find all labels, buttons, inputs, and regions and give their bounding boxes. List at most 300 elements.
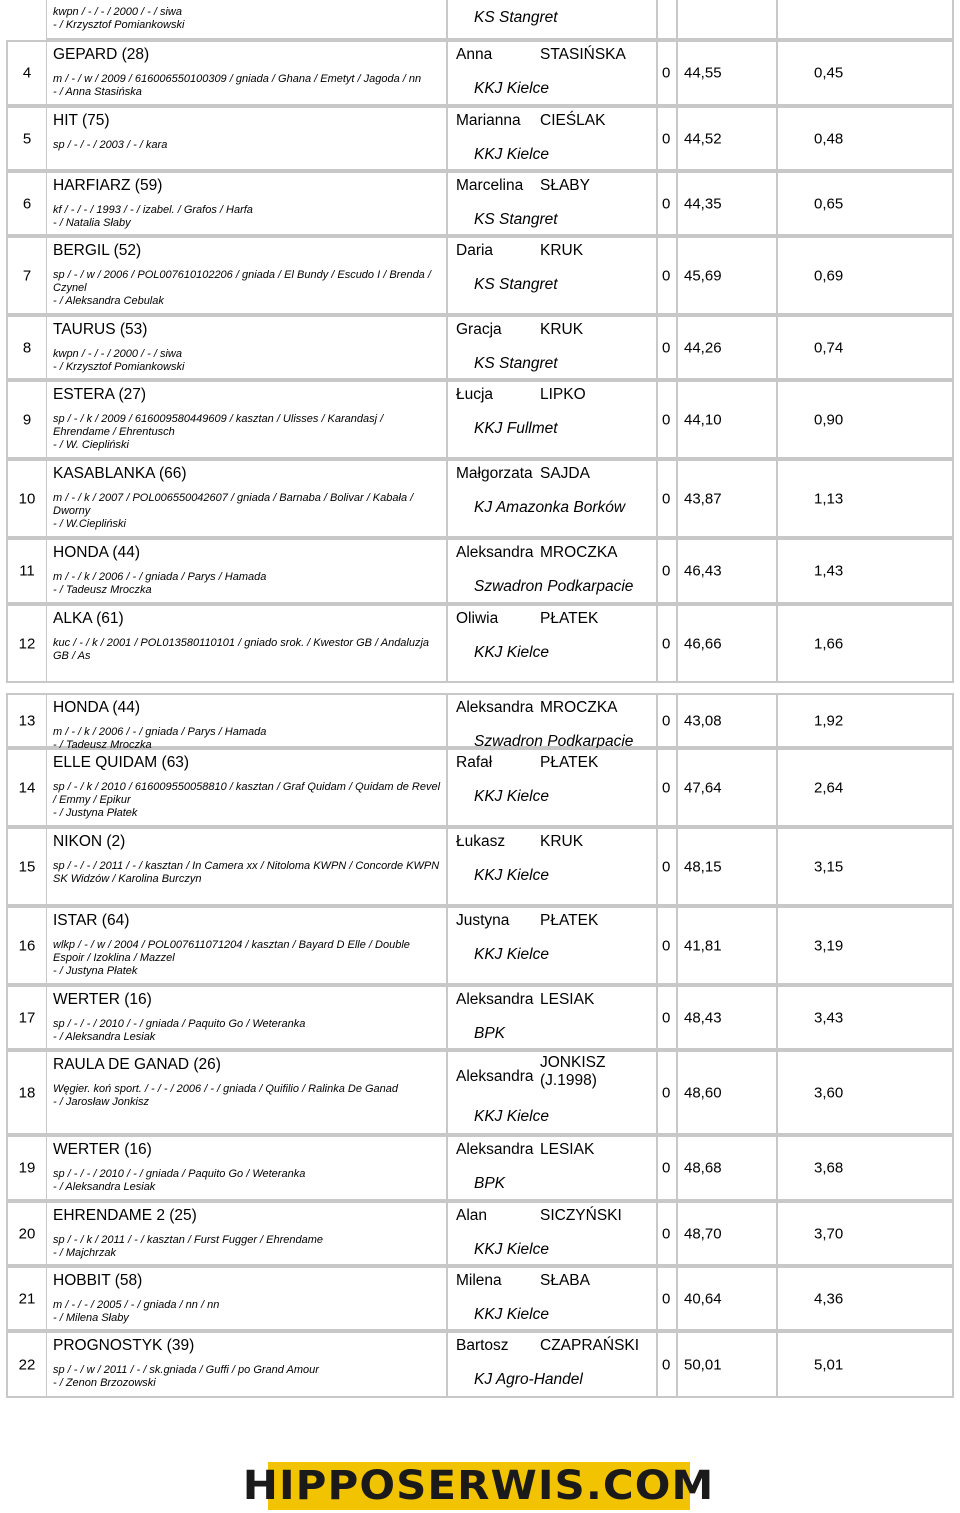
- rider-last-name: MROCZKA: [540, 699, 618, 716]
- place-number: 20: [18, 1225, 36, 1242]
- time-cell: [678, 1135, 778, 1201]
- time-value: 46,66: [684, 635, 722, 652]
- penalty-cell: [658, 538, 678, 604]
- rider-first-name: Oliwia: [456, 610, 499, 627]
- time-penalty-value: 1,92: [814, 712, 844, 729]
- time-penalty-value: 5,01: [814, 1356, 844, 1373]
- points-cell: [778, 827, 954, 906]
- horse-name: BERGIL (52): [53, 242, 142, 259]
- table-row: [0, 748, 960, 827]
- table-row: [0, 906, 960, 985]
- horse-name: ESTERA (27): [53, 386, 147, 403]
- horse-info: Węgier. koń sport. / - / - / 2006 / - / gniada / Quifilio / Ralinka De Ganad: [53, 1083, 399, 1095]
- rider-first-name: Aleksandra: [456, 699, 534, 716]
- penalty-cell: [658, 380, 678, 459]
- rider-first-name: Anna: [456, 46, 493, 63]
- time-cell: [678, 0, 778, 40]
- continuation-row: [0, 0, 960, 40]
- rider-last-name: SŁABY: [540, 177, 590, 194]
- penalty-value: 0: [662, 779, 671, 796]
- club-name: KKJ Fullmet: [474, 420, 558, 437]
- rider-first-name: Łucja: [456, 386, 494, 403]
- penalty-value: 0: [662, 1290, 671, 1307]
- rider-first-name: Łukasz: [456, 833, 506, 850]
- club-name: KKJ Kielce: [474, 1306, 549, 1323]
- time-penalty-value: 3,70: [814, 1225, 844, 1242]
- horse-name: ELLE QUIDAM (63): [53, 754, 190, 771]
- place-number: 8: [22, 339, 32, 356]
- penalty-value: 0: [662, 1225, 671, 1242]
- rider-cell: [448, 1135, 658, 1201]
- horse-info: wlkp / - / w / 2004 / POL007611071204 / kasztan / Bayard D Elle / Double Espoir / Izoklina / Mazzel: [53, 939, 410, 964]
- points-cell: [778, 748, 954, 827]
- time-penalty-value: 4,36: [814, 1290, 844, 1307]
- place-cell: [6, 106, 46, 171]
- rider-first-name: Justyna: [456, 912, 510, 929]
- time-penalty-value: 1,13: [814, 490, 844, 507]
- rider-cell: [448, 748, 658, 827]
- time-cell: [678, 693, 778, 748]
- time-value: 48,60: [684, 1084, 722, 1101]
- horse-cell: [46, 106, 448, 171]
- penalty-value: 0: [662, 937, 671, 954]
- horse-info: sp / - / k / 2010 / 616009550058810 / kasztan / Graf Quidam / Quidam de Revel / Emmy / Epikur: [53, 781, 441, 806]
- place-cell: [6, 1135, 46, 1201]
- horse-cell: [46, 693, 448, 751]
- time-cell: [678, 604, 778, 683]
- rider-last-name: LESIAK: [540, 1141, 595, 1158]
- place-cell: [6, 1266, 46, 1331]
- time-cell: [678, 315, 778, 380]
- penalty-cell: [658, 171, 678, 236]
- rider-first-name: Bartosz: [456, 1337, 509, 1354]
- logo-text: HIPPOSERWIS.COM: [243, 1463, 715, 1509]
- horse-info: m / - / w / 2009 / 616006550100309 / gniada / Ghana / Emetyt / Jagoda / nn: [53, 73, 422, 85]
- place-number: 22: [18, 1356, 36, 1373]
- points-cell: [778, 40, 954, 106]
- place-number: 17: [18, 1009, 36, 1026]
- horse-info: m / - / k / 2006 / - / gniada / Parys / Hamada: [53, 726, 267, 738]
- horse-info: m / - / k / 2006 / - / gniada / Parys / Hamada: [53, 571, 267, 583]
- time-cell: [678, 1201, 778, 1266]
- time-cell: [678, 538, 778, 604]
- table-row: [0, 1201, 960, 1266]
- points-cell: [778, 1135, 954, 1201]
- place-number: 13: [18, 712, 36, 729]
- time-penalty-value: 0,69: [814, 267, 844, 284]
- time-penalty-value: 0,45: [814, 64, 844, 82]
- place-number: 4: [22, 64, 32, 82]
- club-name: Szwadron Podkarpacie: [474, 733, 634, 750]
- time-cell: [678, 236, 778, 315]
- table-row: [0, 1331, 960, 1398]
- horse-owner: SK Widzów / Karolina Burczyn: [53, 873, 202, 885]
- time-cell: [678, 906, 778, 985]
- table-row: [0, 315, 960, 380]
- club-name: KS Stangret: [474, 9, 558, 26]
- place-cell: [6, 1201, 46, 1266]
- points-cell: [778, 985, 954, 1050]
- rider-first-name: Marcelina: [456, 177, 524, 194]
- horse-cell: [46, 906, 448, 985]
- horse-cell: [46, 604, 448, 683]
- points-cell: [778, 693, 954, 748]
- place-cell: [6, 40, 46, 106]
- penalty-cell: [658, 315, 678, 380]
- club-name: KKJ Kielce: [474, 1241, 549, 1258]
- horse-name: KASABLANKA (66): [53, 465, 187, 482]
- rider-cell: [448, 171, 658, 236]
- time-penalty-value: 0,65: [814, 195, 844, 212]
- penalty-cell: [658, 1331, 678, 1398]
- rider-first-name: Aleksandra: [456, 1141, 534, 1158]
- table-row: [0, 1266, 960, 1331]
- time-value: 43,08: [684, 712, 722, 729]
- horse-owner: - / Aleksandra Lesiak: [53, 1031, 156, 1043]
- penalty-cell: [658, 604, 678, 683]
- rider-cell: [448, 604, 658, 683]
- place-cell: [6, 1331, 46, 1398]
- horse-info: sp / - / k / 2011 / - / kasztan / Furst Fugger / Ehrendame: [53, 1234, 324, 1246]
- time-value: 50,01: [684, 1356, 722, 1373]
- club-name: KS Stangret: [474, 355, 558, 372]
- penalty-value: 0: [662, 712, 671, 729]
- club-name: KJ Amazonka Borków: [474, 499, 626, 516]
- horse-owner: - / Justyna Płatek: [53, 965, 138, 977]
- table-row: [0, 236, 960, 315]
- time-penalty-value: 3,19: [814, 937, 844, 954]
- penalty-cell: [658, 1050, 678, 1135]
- time-value: 48,70: [684, 1225, 722, 1242]
- time-cell: [678, 1331, 778, 1398]
- penalty-cell: [658, 106, 678, 171]
- horse-name: ALKA (61): [53, 610, 124, 627]
- horse-cell: [46, 538, 448, 604]
- place-cell: [6, 827, 46, 906]
- horse-name: TAURUS (53): [53, 321, 148, 338]
- horse-info: kwpn / - / - / 2000 / - / siwa: [53, 348, 182, 360]
- penalty-value: 0: [662, 1009, 671, 1026]
- club-name: KKJ Kielce: [474, 946, 549, 963]
- penalty-cell: [658, 906, 678, 985]
- horse-cell: [46, 1050, 448, 1135]
- time-cell: [678, 459, 778, 538]
- penalty-value: 0: [662, 130, 671, 147]
- place-number: 19: [18, 1159, 36, 1177]
- penalty-value: 0: [662, 267, 671, 284]
- time-value: 48,43: [684, 1009, 722, 1026]
- place-number: 11: [19, 562, 35, 580]
- hipposerwis-logo: [243, 1462, 715, 1510]
- place-cell: [6, 171, 46, 236]
- penalty-cell: [658, 827, 678, 906]
- time-cell: [678, 106, 778, 171]
- rider-cell: [448, 315, 658, 380]
- horse-info: m / - / k / 2007 / POL006550042607 / gniada / Barnaba / Bolivar / Kabała / Dworny: [53, 492, 414, 517]
- horse-name: HONDA (44): [53, 544, 140, 561]
- time-value: 45,69: [684, 267, 722, 284]
- horse-cell: [46, 380, 448, 459]
- rider-first-name: Aleksandra: [456, 991, 534, 1008]
- club-name: KJ Agro-Handel: [474, 1371, 583, 1388]
- rider-first-name: Aleksandra: [456, 544, 534, 561]
- place-cell: [6, 315, 46, 380]
- penalty-value: 0: [662, 490, 671, 507]
- penalty-cell: [658, 40, 678, 106]
- rider-first-name: Alan: [456, 1207, 488, 1224]
- rider-cell: [448, 106, 658, 171]
- penalty-value: 0: [662, 635, 671, 652]
- horse-info: sp / - / - / 2010 / - / gniada / Paquito Go / Weteranka: [53, 1018, 306, 1030]
- time-value: 43,87: [684, 490, 722, 507]
- horse-name: RAULA DE GANAD (26): [53, 1056, 221, 1073]
- club-name: KKJ Kielce: [474, 80, 549, 97]
- horse-owner: - / Jarosław Jonkisz: [53, 1096, 149, 1108]
- penalty-value: 0: [662, 195, 671, 212]
- rider-last-name: CIEŚLAK: [540, 112, 606, 129]
- table-row: [0, 604, 960, 683]
- points-cell: [778, 1331, 954, 1398]
- horse-cell: [46, 315, 448, 380]
- horse-cell: [46, 0, 448, 40]
- rider-cell: [448, 380, 658, 459]
- rider-last-name: LESIAK: [540, 991, 595, 1008]
- time-value: 40,64: [684, 1290, 722, 1307]
- points-cell: [778, 106, 954, 171]
- time-cell: [678, 380, 778, 459]
- place-number: 6: [22, 195, 32, 212]
- penalty-value: 0: [662, 1356, 671, 1373]
- club-name: BPK: [474, 1025, 506, 1042]
- horse-owner: - / Aleksandra Cebulak: [53, 295, 164, 307]
- time-cell: [678, 171, 778, 236]
- club-name: KKJ Kielce: [474, 1108, 549, 1125]
- horse-cell: [46, 459, 448, 538]
- rider-cell: [448, 906, 658, 985]
- time-value: 44,10: [684, 411, 722, 428]
- horse-info: sp / - / - / 2003 / - / kara: [53, 139, 168, 151]
- points-cell: [778, 236, 954, 315]
- place-cell: [6, 748, 46, 827]
- penalty-value: 0: [662, 562, 671, 580]
- horse-owner: - / Tadeusz Mroczka: [53, 739, 152, 751]
- rider-last-name: KRUK: [540, 321, 584, 338]
- points-cell: [778, 1266, 954, 1331]
- club-name: KKJ Kielce: [474, 788, 549, 805]
- rider-last-name: CZAPRAŃSKI: [540, 1337, 640, 1354]
- table-row: [0, 985, 960, 1050]
- place-cell: [6, 538, 46, 604]
- place-number: 14: [18, 779, 36, 796]
- horse-cell: [46, 236, 448, 315]
- rider-last-name: SICZYŃSKI: [540, 1207, 622, 1224]
- horse-owner: - / Natalia Słaby: [53, 217, 131, 229]
- horse-info: sp / - / w / 2011 / - / sk.gniada / Guffi / po Grand Amour: [53, 1364, 319, 1376]
- horse-info: sp / - / k / 2009 / 616009580449609 / kasztan / Ulisses / Karandasj / Ehrendame / Ehrentusch: [53, 413, 384, 438]
- horse-name: PROGNOSTYK (39): [53, 1337, 195, 1354]
- horse-cell: [46, 1266, 448, 1331]
- horse-info: sp / - / - / 2010 / - / gniada / Paquito Go / Weteranka: [53, 1168, 306, 1180]
- place-cell: [6, 906, 46, 985]
- rider-first-name: Milena: [456, 1272, 502, 1289]
- rider-first-name: Marianna: [456, 112, 521, 129]
- time-cell: [678, 40, 778, 106]
- time-cell: [678, 1266, 778, 1331]
- penalty-value: 0: [662, 1159, 671, 1177]
- penalty-value: 0: [662, 339, 671, 356]
- horse-name: HONDA (44): [53, 699, 140, 716]
- time-cell: [678, 748, 778, 827]
- table-row: [0, 171, 960, 236]
- points-cell: [778, 538, 954, 604]
- rider-last-name: SAJDA: [540, 465, 590, 482]
- place-cell: [6, 1050, 46, 1135]
- points-cell: [778, 171, 954, 236]
- horse-info: sp / - / - / 2011 / - / kasztan / In Camera xx / Nitoloma KWPN / Concorde KWPN: [53, 860, 440, 872]
- horse-owner: - / Anna Stasińska: [53, 86, 142, 98]
- time-penalty-value: 3,60: [814, 1084, 844, 1101]
- time-value: 44,35: [684, 195, 722, 212]
- table-row: [0, 683, 960, 751]
- time-penalty-value: 3,15: [814, 858, 844, 875]
- rider-cell: [448, 1266, 658, 1331]
- club-name: KKJ Kielce: [474, 644, 549, 661]
- rider-cell: [448, 538, 658, 604]
- time-value: 47,64: [684, 779, 722, 796]
- time-penalty-value: 1,66: [814, 635, 844, 652]
- horse-info: kwpn / - / - / 2000 / - / siwa: [53, 6, 182, 18]
- horse-info: kf / - / - / 1993 / - / izabel. / Grafos / Harfa: [53, 204, 253, 216]
- rider-first-name: Rafał: [456, 754, 493, 771]
- place-number: 21: [18, 1290, 36, 1307]
- place-cell: [6, 985, 46, 1050]
- rider-last-name: LIPKO: [540, 386, 586, 403]
- rider-first-name: Małgorzata: [456, 465, 533, 482]
- table-row: [0, 106, 960, 171]
- time-cell: [678, 827, 778, 906]
- time-penalty-value: 3,43: [814, 1009, 844, 1026]
- rider-cell: [448, 459, 658, 538]
- horse-cell: [46, 40, 448, 106]
- time-value: 48,68: [684, 1159, 722, 1177]
- rider-cell: [448, 1331, 658, 1398]
- place-number: 12: [18, 635, 36, 652]
- penalty-cell: [658, 693, 678, 748]
- time-penalty-value: 0,74: [814, 339, 844, 356]
- horse-cell: [46, 171, 448, 236]
- table-row: [0, 1135, 960, 1201]
- time-value: 48,15: [684, 858, 722, 875]
- place-number: 18: [18, 1084, 36, 1101]
- table-row: [0, 1050, 960, 1135]
- club-name: KS Stangret: [474, 211, 558, 228]
- time-value: 41,81: [684, 937, 722, 954]
- horse-name: WERTER (16): [53, 1141, 152, 1158]
- place-number: 9: [22, 411, 32, 428]
- horse-cell: [46, 1201, 448, 1266]
- horse-owner: - / Justyna Płatek: [53, 807, 138, 819]
- place-cell: [6, 236, 46, 315]
- points-cell: [778, 1201, 954, 1266]
- rider-last-name: SŁABA: [540, 1272, 590, 1289]
- place-number: 5: [22, 130, 32, 147]
- horse-name: HARFIARZ (59): [53, 177, 163, 194]
- horse-owner: - / Krzysztof Pomiankowski: [53, 361, 185, 373]
- points-cell: [778, 380, 954, 459]
- time-penalty-value: 0,90: [814, 411, 844, 428]
- rider-cell: [448, 236, 658, 315]
- place-number: 10: [18, 490, 36, 507]
- horse-owner: - / Milena Słaby: [53, 1312, 129, 1324]
- horse-cell: [46, 985, 448, 1050]
- penalty-value: 0: [662, 858, 671, 875]
- table-row: [0, 459, 960, 538]
- points-cell: [778, 906, 954, 985]
- time-cell: [678, 985, 778, 1050]
- time-value: 44,52: [684, 130, 722, 147]
- horse-cell: [46, 827, 448, 906]
- penalty-cell: [658, 748, 678, 827]
- rider-last-name: MROCZKA: [540, 544, 618, 561]
- horse-name: ISTAR (64): [53, 912, 130, 929]
- rider-cell: [448, 1201, 658, 1266]
- rider-cell: [448, 40, 658, 106]
- rider-last-name: PŁATEK: [540, 912, 599, 929]
- place-cell: [6, 693, 46, 748]
- horse-cell: [46, 1331, 448, 1398]
- table-row: [0, 380, 960, 459]
- table-row: [0, 538, 960, 604]
- rider-cell: [448, 985, 658, 1050]
- penalty-value: 0: [662, 64, 671, 82]
- horse-info: sp / - / w / 2006 / POL007610102206 / gniada / El Bundy / Escudo I / Brenda / Czynel: [53, 269, 431, 294]
- penalty-cell: [658, 1201, 678, 1266]
- penalty-cell: [658, 236, 678, 315]
- rider-last-name: PŁATEK: [540, 754, 599, 771]
- rider-last-name: JONKISZ (J.1998): [540, 1054, 606, 1089]
- time-penalty-value: 0,48: [814, 130, 844, 147]
- place-cell: [6, 459, 46, 538]
- penalty-value: 0: [662, 1084, 671, 1101]
- rider-last-name: KRUK: [540, 242, 584, 259]
- horse-info: kuc / - / k / 2001 / POL013580110101 / gniado srok. / Kwestor GB / Andaluzja GB / As: [53, 637, 430, 662]
- place-number: 7: [22, 267, 32, 284]
- points-cell: [778, 315, 954, 380]
- club-name: KS Stangret: [474, 276, 558, 293]
- rider-first-name: Daria: [456, 242, 494, 259]
- horse-name: HIT (75): [53, 112, 110, 129]
- place-cell: [6, 604, 46, 683]
- horse-name: GEPARD (28): [53, 46, 150, 63]
- horse-cell: [46, 748, 448, 827]
- club-name: KKJ Kielce: [474, 146, 549, 163]
- place-number: 16: [18, 937, 36, 954]
- horse-owner: - / W. Ciepliński: [53, 439, 129, 451]
- place-cell: [6, 380, 46, 459]
- time-value: 44,26: [684, 339, 722, 356]
- table-row: [0, 40, 960, 106]
- horse-name: EHRENDAME 2 (25): [53, 1207, 197, 1224]
- penalty-cell: [658, 0, 678, 40]
- points-cell: [778, 1050, 954, 1135]
- penalty-cell: [658, 985, 678, 1050]
- rider-cell: [448, 827, 658, 906]
- time-penalty-value: 3,68: [814, 1159, 844, 1177]
- rider-cell: [448, 0, 658, 40]
- place-number: 15: [18, 858, 36, 875]
- time-penalty-value: 1,43: [814, 562, 844, 580]
- penalty-cell: [658, 1135, 678, 1201]
